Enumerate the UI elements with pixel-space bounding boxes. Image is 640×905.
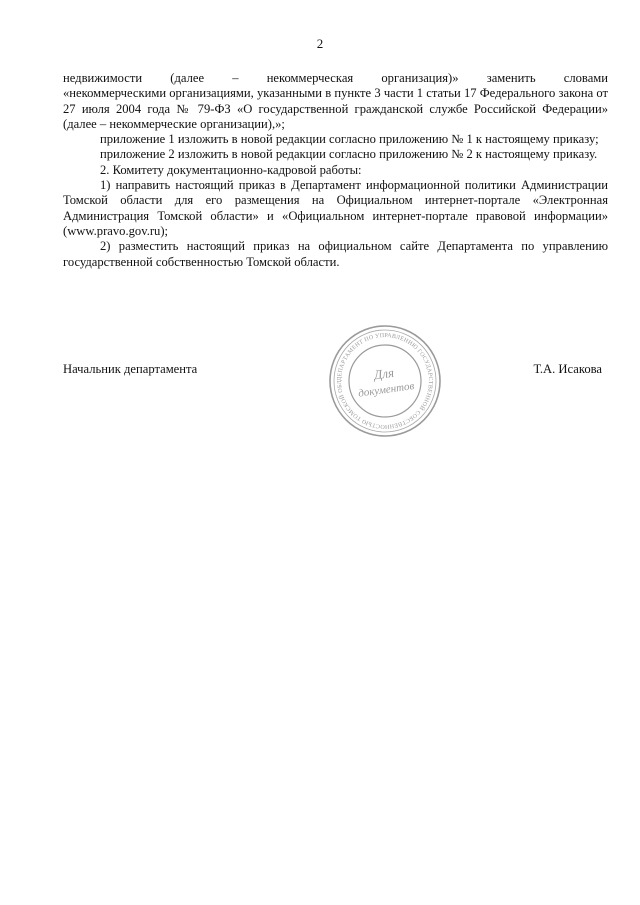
stamp-seal-icon: [327, 323, 443, 439]
svg-text:Для: Для: [373, 364, 395, 383]
svg-text:ДЕПАРТАМЕНТ ПО УПРАВЛЕНИЮ ГОСУ: ДЕПАРТАМЕНТ ПО УПРАВЛЕНИЮ ГОСУДАРСТВЕННОЙ СОБСТВЕННОСТЬЮ ТОМСКОЙ ОБЛ: [336, 332, 434, 430]
page-number: 2: [316, 36, 324, 51]
svg-text:документов: документов: [357, 380, 416, 400]
paragraph-6: 1) направить настоящий приказ в Департамент информационной политики Администрации Томской области для его размещения на Официальном интернет-портале «Электронная Администрация Томской области» и «Официальном интернет-портале правовой информации» (www.pravo.gov.ru);: [63, 178, 608, 238]
paragraph-7: 2) разместить настоящий приказ на официальном сайте Департамента по управлению государственной собственностью Томской области.: [63, 239, 608, 269]
paragraph-4: приложение 2 изложить в новой редакции согласно приложению № 2 к настоящему приказу.: [100, 147, 598, 162]
official-stamp: [327, 323, 443, 439]
paragraph-2: «некоммерческими организациями, указанными в пункте 3 части 1 статьи 17 Федерального закона от 27 июля 2004 года № 79-ФЗ «О государственной гражданской службе Российской Федерации» (далее – некоммерческие организации),»;: [63, 86, 608, 131]
signatory-role: Начальник департамента: [63, 362, 198, 376]
document-body: [63, 71, 608, 270]
paragraph-3: приложение 1 изложить в новой редакции согласно приложению № 1 к настоящему приказу;: [100, 132, 599, 147]
paragraph-1: недвижимости (далее – некоммерческая организация)» заменить словами: [63, 71, 608, 85]
paragraph-5: 2. Комитету документационно-кадровой работы:: [100, 162, 362, 177]
signatory-name: Т.А. Исакова: [533, 362, 602, 376]
